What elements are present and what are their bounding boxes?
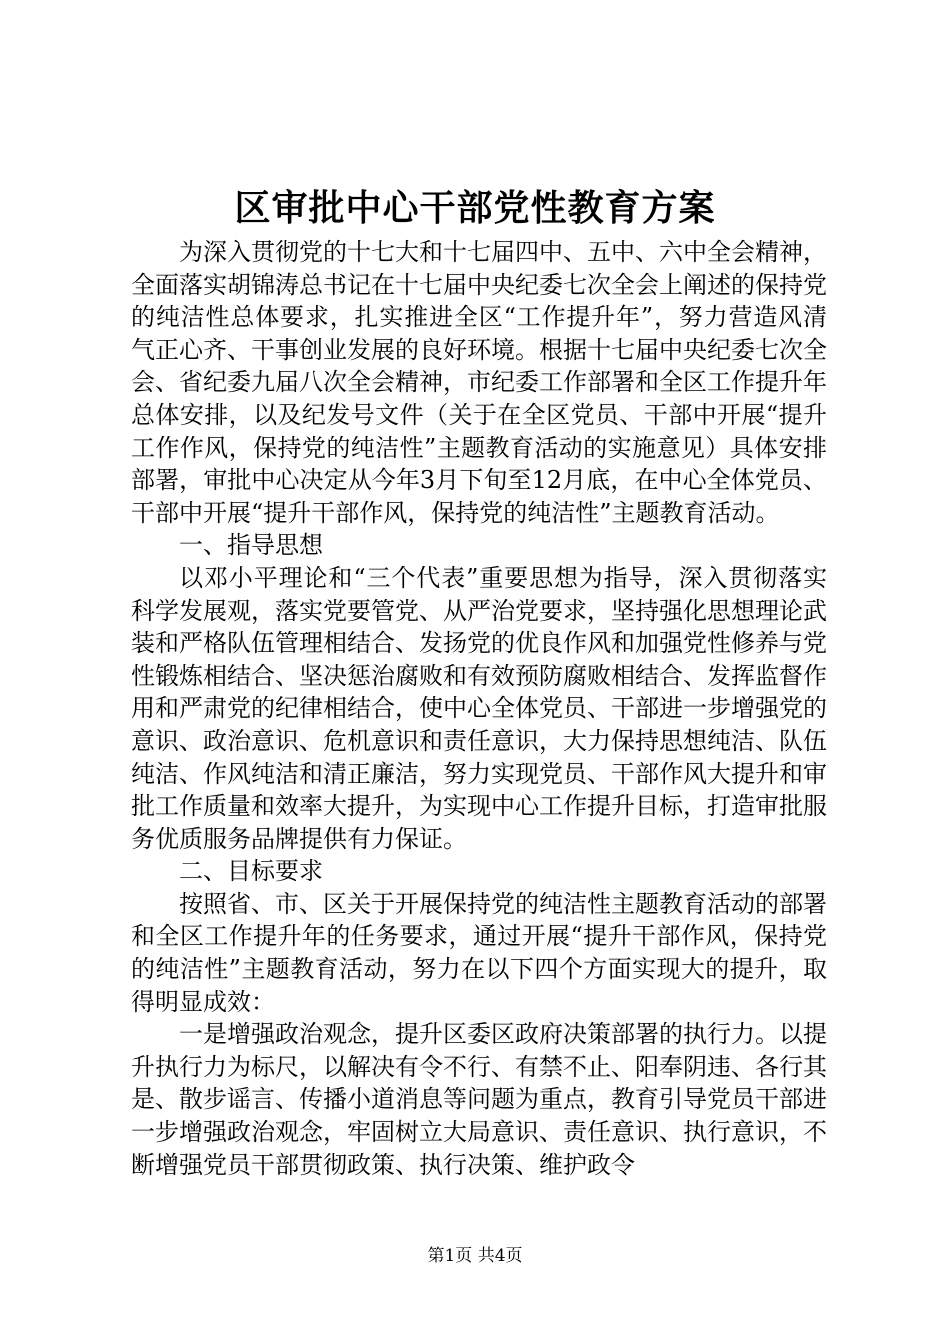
paragraph-guiding-ideology: 以邓小平理论和“三个代表”重要思想为指导，深入贯彻落实科学发展观，落实党要管党、从严治党要求，坚持强化思想理论武装和严格队伍管理相结合、发扬党的优良作风和加强党性修养与党性锻炼相结合、坚决惩治腐败和有效预防腐败相结合、发挥监督作用和严肃党的纪律相结合，使中心全体党员、干部进一步增强党的意识、政治意识、危机意识和责任意识，大力保持思想纯洁、队伍纯洁、作风纯洁和清正廉洁，努力实现党员、干部作风大提升和审批工作质量和效率大提升，为实现中心工作提升目标，打造审批服务优质服务品牌提供有力保证。 — [131, 563, 827, 853]
section-heading-goals: 二、目标要求 — [179, 857, 323, 886]
paragraph-goals: 按照省、市、区关于开展保持党的纯洁性主题教育活动的部署和全区工作提升年的任务要求，通过开展“提升干部作风，保持党的纯洁性”主题教育活动，努力在以下四个方面实现大的提升，取得明显成效： — [131, 889, 827, 1016]
section-heading-guiding-ideology: 一、指导思想 — [179, 531, 323, 560]
paragraph-intro: 为深入贯彻党的十七大和十七届四中、五中、六中全会精神，全面落实胡锦涛总书记在十七届中央纪委七次全会上阐述的保持党的纯洁性总体要求，扎实推进全区“工作提升年”，努力营造风清气正心齐、干事创业发展的良好环境。根据十七届中央纪委七次全会、省纪委九届八次全会精神，市纪委工作部署和全区工作提升年总体安排，以及纪发号文件（关于在全区党员、干部中开展“提升工作作风，保持党的纯洁性”主题教育活动的实施意见）具体安排部署，审批中心决定从今年3月下旬至12月底，在中心全体党员、干部中开展“提升干部作风，保持党的纯洁性”主题教育活动。 — [131, 238, 827, 527]
document-title: 区审批中心干部党性教育方案 — [234, 187, 716, 229]
document-body — [131, 236, 827, 1181]
paragraph-goal-one: 一是增强政治观念，提升区委区政府决策部署的执行力。以提升执行力为标尺，以解决有令不行、有禁不止、阳奉阴违、各行其是、散步谣言、传播小道消息等问题为重点，教育引导党员干部进一步增强政治观念，牢固树立大局意识、责任意识、执行意识，不断增强党员干部贯彻政策、执行决策、维护政令 — [131, 1020, 827, 1179]
page-footer: 第1页 共4页 — [427, 1246, 523, 1266]
